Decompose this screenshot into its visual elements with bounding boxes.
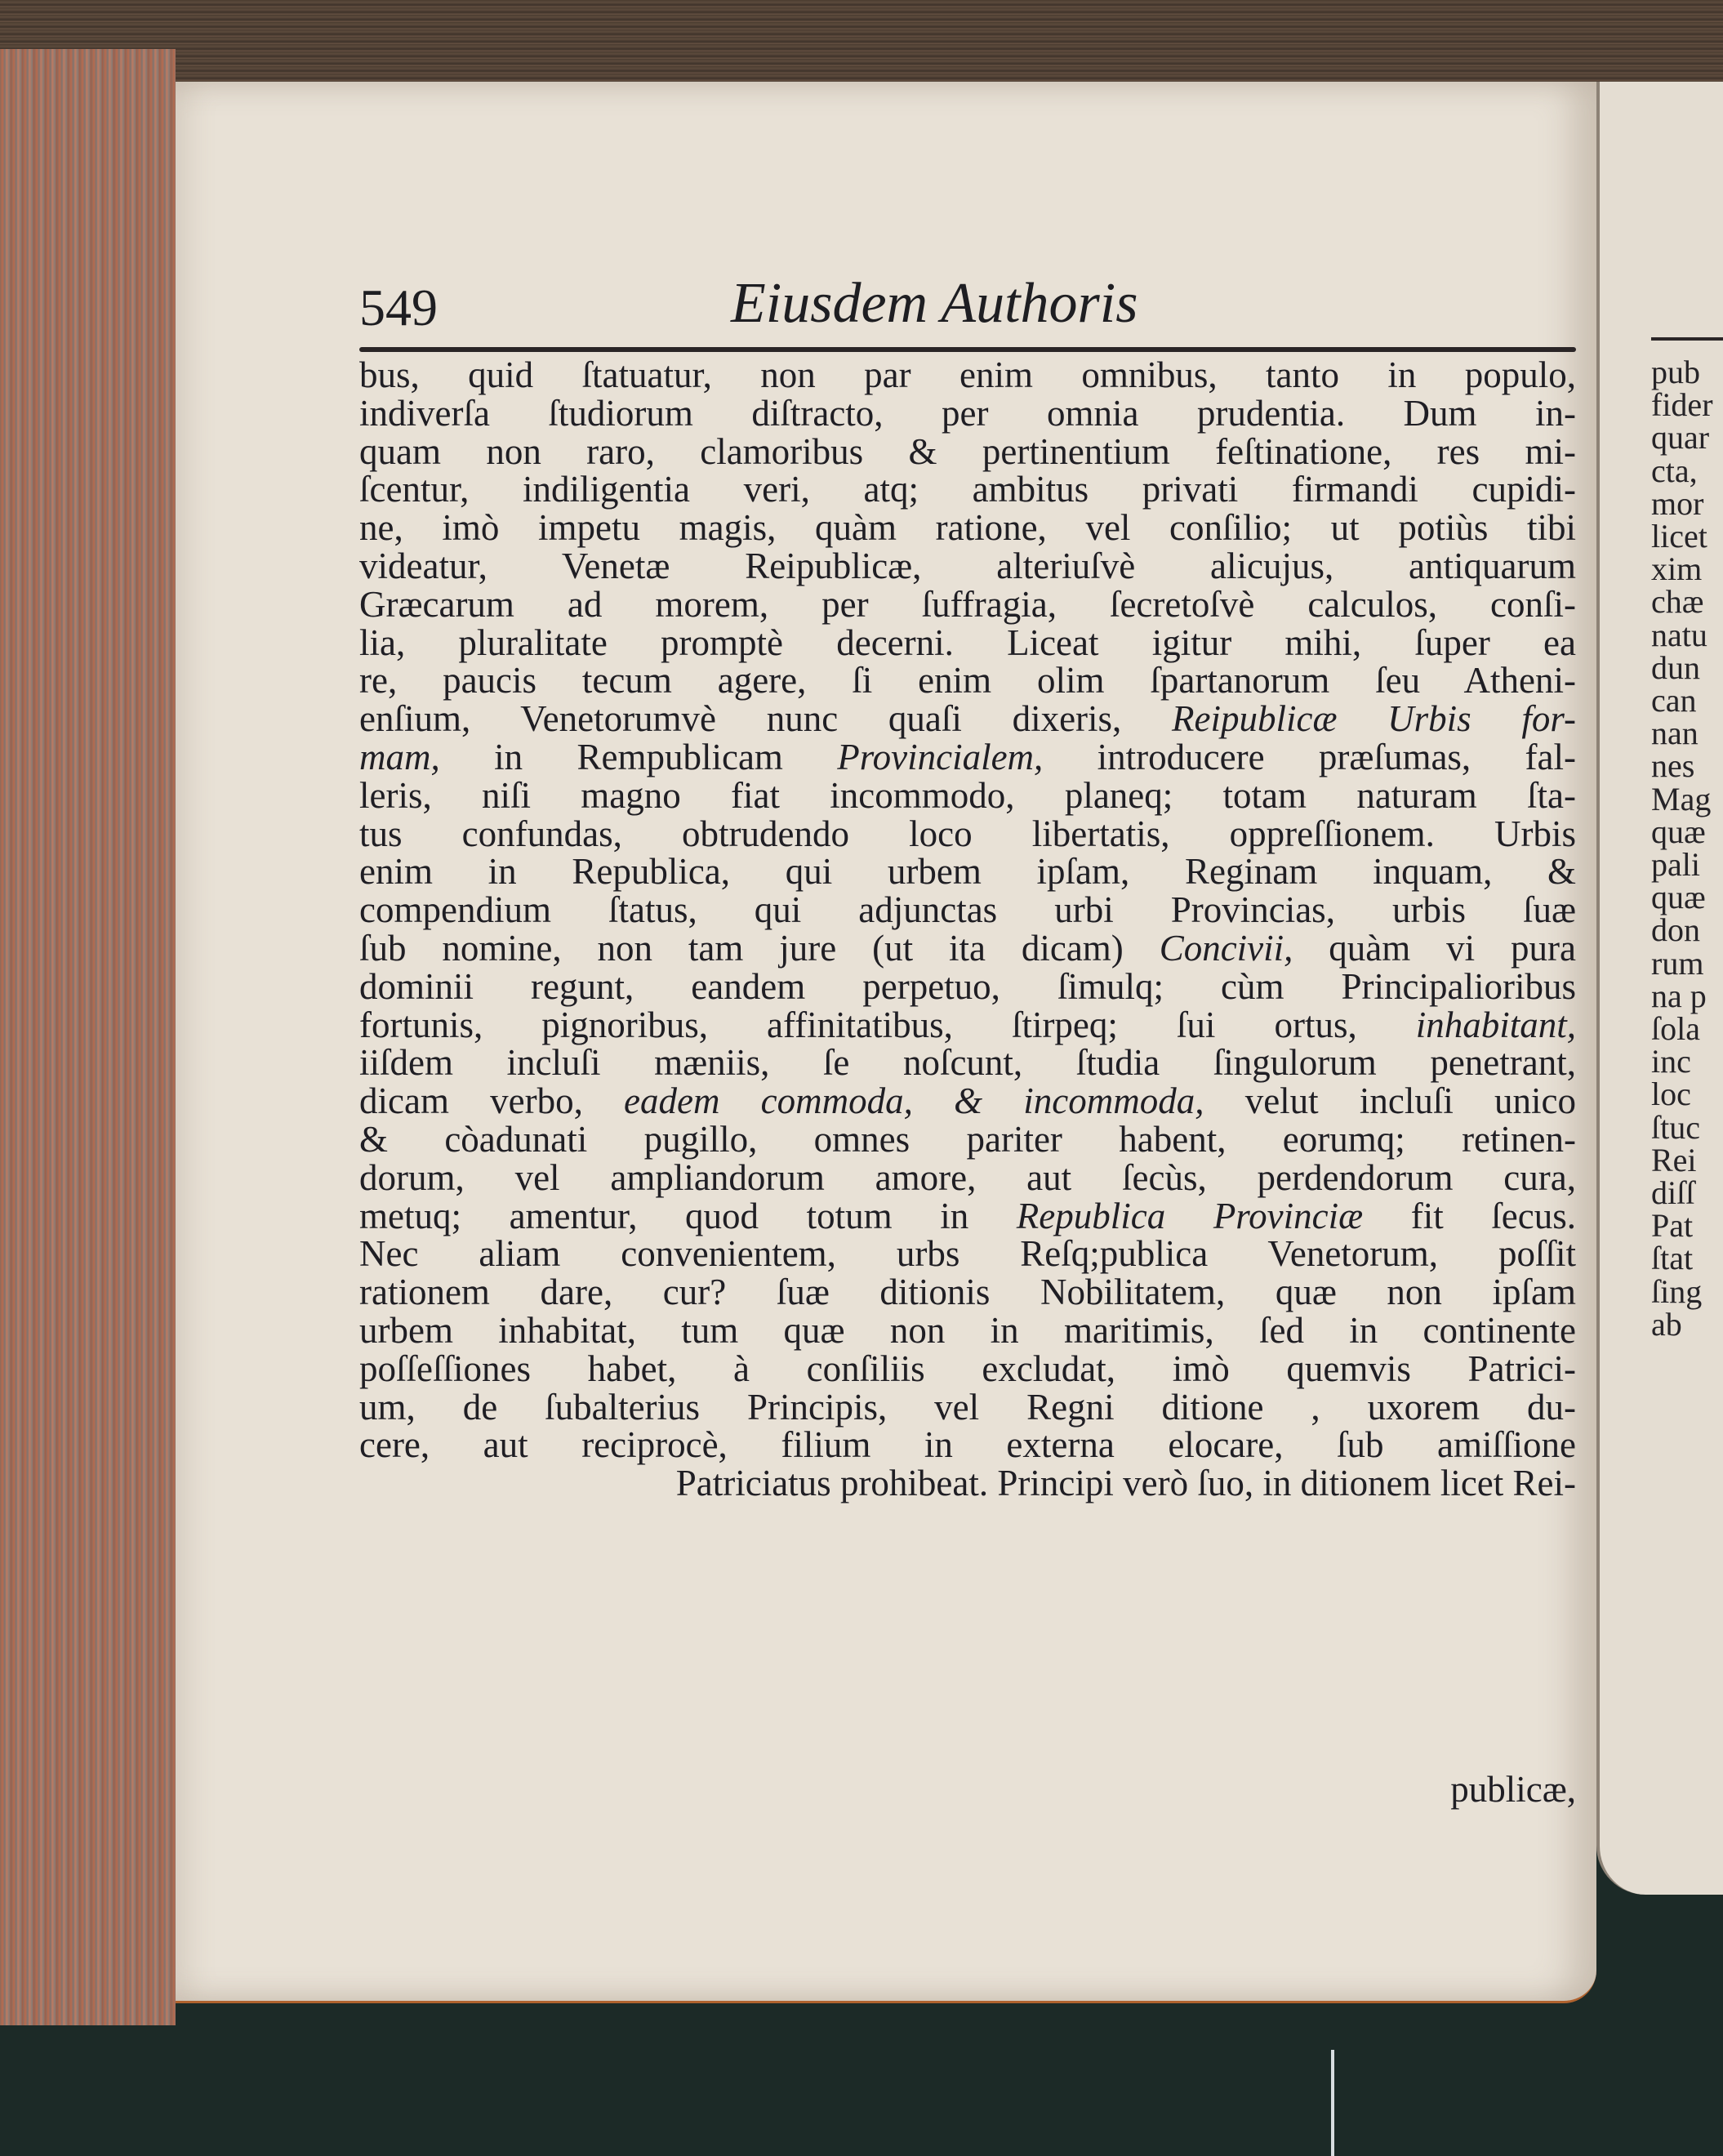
facing-line-fragment: dun bbox=[1651, 648, 1700, 686]
facing-line-fragment: chæ bbox=[1651, 583, 1704, 621]
header-rule bbox=[359, 347, 1576, 352]
facing-line-fragment: licet bbox=[1651, 518, 1707, 555]
text-run: leris, niſi magno fiat incommodo, planeq; totam naturam ſta- bbox=[359, 774, 1576, 816]
facing-line-fragment: rum bbox=[1651, 944, 1704, 982]
facing-line-fragment: natu bbox=[1651, 616, 1707, 653]
text-run: Græcarum ad morem, per ſuffragia, ſecretoſvè calculos, conſi- bbox=[359, 583, 1576, 625]
text-line bbox=[359, 547, 1576, 586]
italic-phrase: mam, bbox=[359, 736, 440, 777]
italic-phrase: Republica Provinciæ bbox=[1016, 1195, 1364, 1236]
text-line bbox=[359, 394, 1576, 433]
facing-line-fragment: Pat bbox=[1651, 1207, 1694, 1245]
text-line bbox=[359, 1350, 1576, 1388]
text-run: dicam verbo, bbox=[359, 1080, 625, 1122]
text-run: dorum, vel ampliandorum amore, aut ſecùs, perdendorum cura, bbox=[359, 1156, 1576, 1198]
facing-line-fragment: quæ bbox=[1651, 813, 1706, 850]
text-line bbox=[359, 1156, 1576, 1198]
text-line bbox=[359, 815, 1576, 853]
facing-line-fragment: pub bbox=[1651, 356, 1700, 390]
page-stack-fore-edge bbox=[0, 49, 176, 2025]
facing-line-fragment: fider bbox=[1651, 386, 1713, 424]
text-line bbox=[359, 430, 1576, 472]
text-run: quàm vi pura bbox=[1293, 927, 1577, 969]
text-run: lia, pluralitate promptè decerni. Liceat igitur mihi, ſuper ea bbox=[359, 621, 1576, 663]
facing-line-fragment: ſola bbox=[1651, 1010, 1700, 1048]
text-line bbox=[359, 1044, 1576, 1082]
text-run: re, paucis tecum agere, ſi enim olim ſpartanorum ſeu Atheni- bbox=[359, 660, 1576, 702]
facing-line-fragment: ſtat bbox=[1651, 1240, 1694, 1277]
italic-phrase: Reipublicæ Urbis for- bbox=[1172, 698, 1576, 740]
facing-line-fragment: ab bbox=[1651, 1305, 1682, 1342]
book-top-edge bbox=[0, 0, 1723, 90]
text-line bbox=[359, 662, 1576, 700]
text-run: rationem dare, cur? ſuæ ditionis Nobilitatem, quæ non ipſam bbox=[359, 1272, 1576, 1313]
text-run: bus, quid ſtatuatur, non par enim omnibus, tanto in populo, bbox=[359, 354, 1576, 395]
facing-line-fragment: can bbox=[1651, 682, 1697, 719]
text-run: iiſdem incluſi mæniis, ſe noſcunt, ſtudia ſingulorum penetrant, bbox=[359, 1042, 1576, 1084]
facing-line-fragment: don bbox=[1651, 911, 1700, 949]
text-run: quam non raro, clamoribus & pertinentium feſtinatione, res mi- bbox=[359, 430, 1576, 472]
text-line bbox=[359, 1388, 1576, 1427]
text-run: tus confundas, obtrudendo loco libertatis, oppreſſionem. Urbis bbox=[359, 813, 1576, 854]
running-head-title: Eiusdem Authoris bbox=[731, 272, 1138, 335]
text-line bbox=[359, 700, 1576, 738]
facing-line-fragment: ſtuc bbox=[1651, 1108, 1700, 1146]
facing-line-fragment: nes bbox=[1651, 747, 1695, 785]
text-run: velut incluſi unico bbox=[1204, 1080, 1576, 1122]
text-line bbox=[359, 583, 1576, 625]
text-line bbox=[359, 1273, 1576, 1312]
facing-line-fragment: quar bbox=[1651, 419, 1710, 457]
text-line bbox=[359, 738, 1576, 777]
text-run: metuq; amentur, quod totum in bbox=[359, 1195, 1017, 1236]
text-line bbox=[359, 929, 1576, 968]
text-run: dominii regunt, eandem perpetuo, ſimulq; cùm Principalioribus bbox=[359, 965, 1576, 1007]
facing-line-fragment: ſing bbox=[1651, 1272, 1703, 1310]
text-run: Nec aliam convenientem, urbs Reſq;publica Venetorum, poſſit bbox=[359, 1233, 1576, 1275]
text-line bbox=[359, 965, 1576, 1007]
text-run: & còadunati pugillo, omnes pariter habent, eorumq; retinen- bbox=[359, 1118, 1576, 1160]
text-line bbox=[359, 891, 1576, 929]
text-line bbox=[359, 1426, 1576, 1464]
text-run: enſium, Venetorumvè nunc quaſi dixeris, bbox=[359, 698, 1173, 740]
text-run: poſſeſſiones habet, à conſiliis excludat, imò quemvis Patrici- bbox=[359, 1348, 1576, 1389]
text-run: cere, aut reciprocè, filium in externa elocare, ſub amiſſione bbox=[359, 1424, 1576, 1466]
facing-line-fragment: pali bbox=[1651, 846, 1700, 884]
facing-line-fragment: loc bbox=[1651, 1076, 1691, 1113]
facing-line-fragment: diſſ bbox=[1651, 1174, 1695, 1212]
text-run: ſub nomine, non tam jure (ut ita dicam) bbox=[359, 927, 1160, 969]
text-run: videatur, Venetæ Reipublicæ, alteriuſvè alicujus, antiquarum bbox=[359, 545, 1576, 586]
text-line bbox=[359, 1120, 1576, 1159]
page-number: 549 bbox=[359, 278, 438, 336]
text-line bbox=[359, 853, 1576, 891]
italic-phrase: Provincialem, bbox=[837, 736, 1044, 777]
text-run: um, de ſubalterius Principis, vel Regni ditione , uxorem du- bbox=[359, 1386, 1576, 1428]
text-line bbox=[359, 470, 1576, 509]
bookmark-ribbon bbox=[1331, 2050, 1334, 2156]
text-run: Patriciatus prohibeat. Principi verò ſuo, in ditionem licet Rei- bbox=[675, 1463, 1576, 1504]
text-run: ne, imò impetu magis, quàm ratione, vel conſilio; ut potiùs tibi bbox=[359, 507, 1576, 549]
text-line bbox=[359, 774, 1576, 816]
facing-line-fragment: cta, bbox=[1651, 452, 1698, 489]
facing-line-fragment: quæ bbox=[1651, 879, 1706, 916]
text-run: in Rempublicam bbox=[439, 736, 838, 777]
text-run: ſcentur, indiligentia veri, atq; ambitus privati firmandi cupidi- bbox=[359, 469, 1576, 510]
facing-line-fragment: inc bbox=[1651, 1043, 1691, 1080]
text-line bbox=[359, 1082, 1576, 1120]
text-run: fit ſecus. bbox=[1363, 1195, 1576, 1236]
facing-line-fragment: na p bbox=[1651, 977, 1707, 1014]
facing-line-fragment: Mag bbox=[1651, 780, 1712, 817]
facing-line-fragment: mor bbox=[1651, 484, 1704, 522]
text-run: urbem inhabitat, tum quæ non in maritimis, ſed in continente bbox=[359, 1309, 1576, 1351]
text-line bbox=[359, 1197, 1576, 1236]
text-run: indiverſa ſtudiorum diſtracto, per omnia prudentia. Dum in- bbox=[359, 392, 1576, 434]
text-run: enim in Republica, qui urbem ipſam, Reginam inquam, & bbox=[359, 851, 1576, 893]
body-text bbox=[359, 356, 1576, 1503]
facing-line-fragment: nan bbox=[1651, 715, 1699, 752]
text-line bbox=[359, 621, 1576, 663]
text-run: introducere præſumas, fal- bbox=[1043, 736, 1576, 777]
text-line bbox=[359, 509, 1576, 547]
text-line bbox=[359, 1464, 1576, 1503]
text-line bbox=[359, 356, 1576, 394]
italic-phrase: inhabitant, bbox=[1415, 1004, 1576, 1045]
italic-phrase: Concivii, bbox=[1159, 927, 1293, 969]
text-line bbox=[359, 1235, 1576, 1273]
facing-line-fragment: Rei bbox=[1651, 1141, 1697, 1178]
facing-page-text bbox=[1651, 356, 1723, 1341]
running-head bbox=[359, 261, 1576, 343]
text-run: compendium ſtatus, qui adjunctas urbi Provincias, urbis ſuæ bbox=[359, 889, 1576, 931]
italic-phrase: eadem commoda, & incommoda, bbox=[624, 1080, 1204, 1122]
text-line bbox=[359, 1006, 1576, 1045]
facing-line-fragment: xim bbox=[1651, 550, 1703, 588]
catchword: publicæ, bbox=[1450, 1769, 1576, 1810]
facing-header-rule bbox=[1651, 337, 1723, 341]
text-run: fortunis, pignoribus, affinitatibus, ſtirpeq; ſui ortus, bbox=[359, 1004, 1416, 1045]
text-line bbox=[359, 1309, 1576, 1351]
